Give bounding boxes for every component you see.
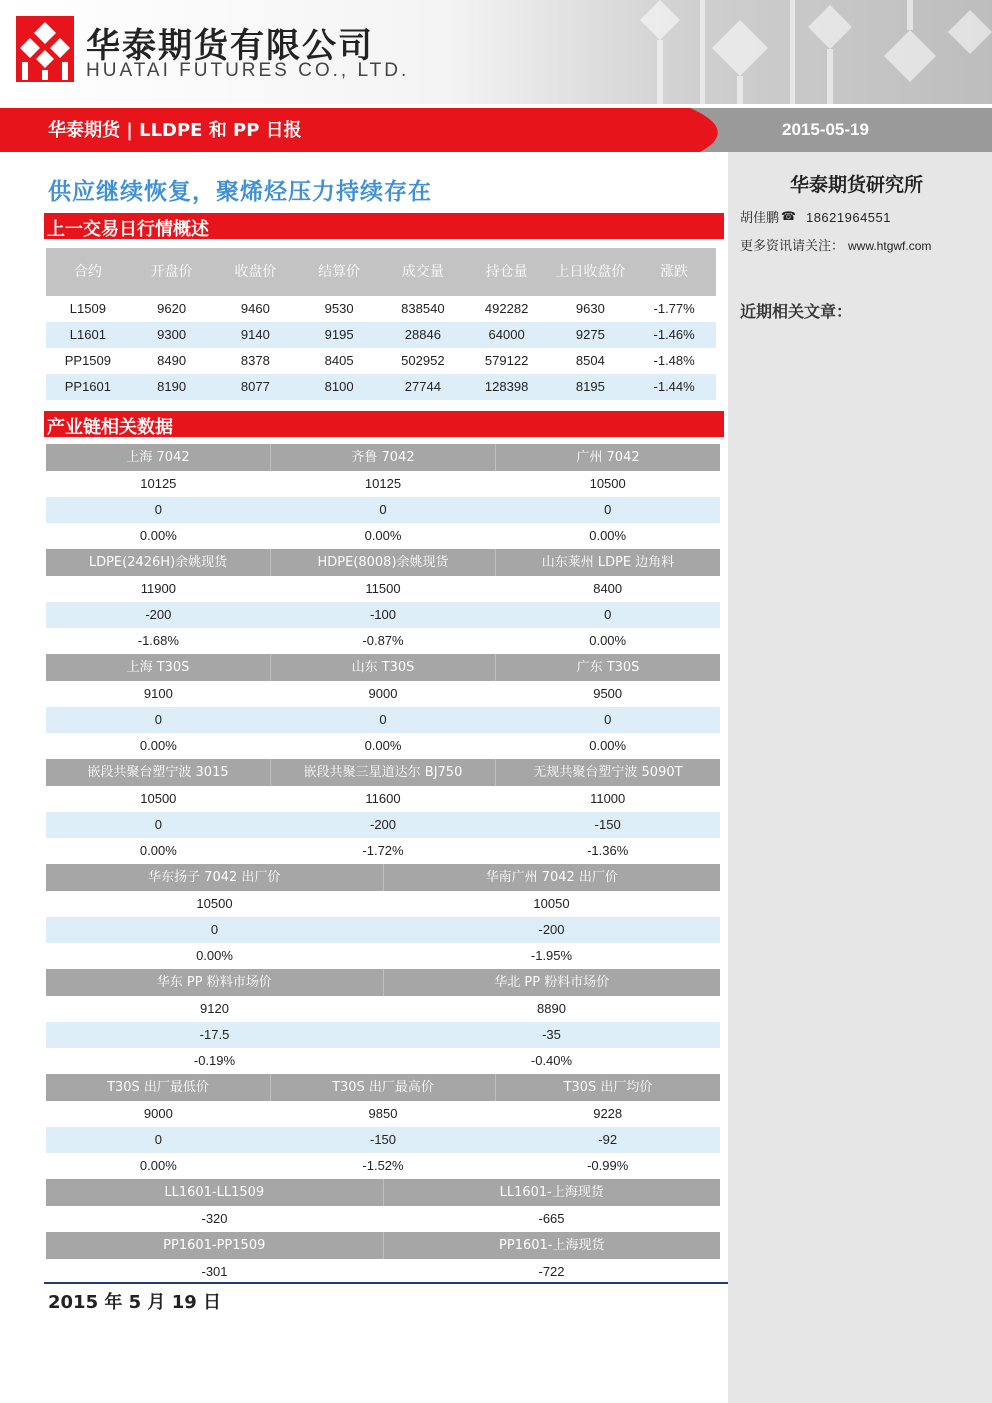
table-cell: 9275: [575, 327, 605, 342]
group-header: 嵌段共聚台塑宁波 3015: [46, 759, 271, 786]
table-cell: 8490: [157, 353, 187, 368]
data-cell: -320: [201, 1211, 228, 1226]
group-header: 广州 7042: [576, 450, 640, 465]
data-row: [46, 1048, 720, 1074]
group-header-row: [46, 969, 720, 996]
table-cell: 8504: [575, 353, 605, 368]
data-cell: 0.00%: [196, 948, 233, 963]
table-cell: 502952: [401, 353, 445, 368]
recent-articles-title: 近期相关文章：: [740, 302, 853, 321]
data-cell: 0: [210, 922, 219, 937]
data-row: [46, 891, 720, 917]
data-row: [46, 996, 720, 1022]
data-cell: -200: [369, 817, 397, 832]
group-header-row: [46, 1179, 720, 1206]
institute-name: 华泰期货研究所: [790, 174, 924, 196]
data-cell: 11000: [590, 791, 626, 806]
data-cell: 11600: [365, 791, 401, 806]
table-row: [46, 296, 716, 322]
phone-icon: ☎: [781, 209, 796, 223]
group-header-row: [46, 549, 720, 576]
data-cell: -301: [201, 1264, 228, 1279]
data-row: [46, 1022, 720, 1048]
data-cell: 8400: [593, 581, 623, 596]
table-cell: 9460: [240, 301, 270, 316]
more-info: [740, 235, 931, 254]
data-cell: -1.36%: [587, 843, 629, 858]
table-cell: 8195: [575, 379, 605, 394]
data-cell: 9228: [593, 1106, 623, 1121]
analyst-name: 胡佳鹏: [740, 211, 780, 226]
data-cell: -0.87%: [362, 633, 404, 648]
table-cell: 579122: [484, 353, 529, 368]
data-row: [46, 733, 720, 759]
table-row: [46, 348, 716, 374]
data-row: [46, 497, 720, 523]
data-cell: 11900: [140, 581, 176, 596]
group-header: T30S 出厂均价: [563, 1080, 653, 1095]
group-header: 华东 PP 粉料市场价: [46, 969, 384, 996]
data-row: [46, 707, 720, 733]
section-title: 上一交易日行情概述: [47, 219, 209, 240]
analyst-phone: 18621964551: [805, 210, 891, 225]
data-cell: 0.00%: [364, 528, 402, 543]
data-cell: -150: [369, 1132, 397, 1147]
more-info-label: 更多资讯请关注：: [740, 239, 845, 254]
section-industry-data: [44, 411, 724, 437]
data-cell: -722: [538, 1264, 565, 1279]
table-cell: 28846: [404, 327, 441, 342]
data-cell: 8890: [537, 1001, 566, 1016]
group-header-row: [46, 864, 720, 891]
table-row: [46, 322, 716, 348]
data-cell: 0.00%: [139, 738, 177, 753]
data-cell: 9000: [143, 1106, 173, 1121]
table-cell: 8100: [324, 379, 354, 394]
footer-date: 2015 年 5 月 19 日: [48, 1292, 222, 1313]
data-cell: -1.52%: [362, 1158, 404, 1173]
group-header-row: [46, 759, 720, 786]
data-row: [46, 681, 720, 707]
group-header: HDPE(8008)余姚现货: [271, 549, 496, 576]
table-cell: PP1509: [64, 353, 111, 368]
market-table: [46, 248, 716, 400]
table-cell: 27744: [404, 379, 441, 394]
group-header: T30S 出厂最低价: [46, 1074, 271, 1101]
table-cell: 8405: [324, 353, 354, 368]
data-row: [46, 602, 720, 628]
data-cell: 10050: [533, 896, 570, 911]
data-cell: 10125: [140, 476, 177, 491]
data-row: [46, 471, 720, 497]
data-cell: 9850: [368, 1106, 398, 1121]
group-header: 齐鲁 7042: [271, 444, 496, 471]
table-cell: 492282: [484, 301, 529, 316]
data-row: [46, 523, 720, 549]
table-cell: 838540: [401, 301, 445, 316]
table-cell: 9195: [324, 327, 354, 342]
data-cell: -0.40%: [530, 1053, 573, 1068]
group-header: 广东 T30S: [576, 660, 640, 675]
data-cell: -0.19%: [193, 1053, 236, 1068]
group-header-row: [46, 1232, 720, 1259]
group-header-row: [46, 444, 720, 471]
group-header: PP1601-PP1509: [46, 1232, 384, 1259]
data-cell: 9120: [200, 1001, 229, 1016]
group-header: LL1601-LL1509: [46, 1179, 384, 1206]
data-cell: 10500: [196, 896, 233, 911]
table-cell: 9140: [240, 327, 270, 342]
table-cell: 9630: [575, 301, 605, 316]
table-cell: 8378: [240, 353, 270, 368]
table-cell: PP1601: [64, 379, 111, 394]
table-cell: 128398: [484, 379, 529, 394]
headline: 供应继续恢复，聚烯烃压力持续存在: [48, 179, 432, 205]
company-name-en: HUATAI FUTURES CO., LTD.: [86, 60, 410, 81]
data-row: [46, 1127, 720, 1153]
group-header: 无规共聚台塑宁波 5090T: [533, 765, 683, 780]
website-link[interactable]: www.htgwf.com: [848, 239, 932, 253]
data-cell: -665: [538, 1211, 565, 1226]
table-cell: 8077: [240, 379, 270, 394]
data-cell: -100: [369, 607, 397, 622]
header-decoration: [600, 0, 992, 104]
report-title: 华泰期货 | LLDPE 和 PP 日报: [48, 120, 302, 141]
company-name-cn: 华泰期货有限公司: [86, 26, 374, 66]
data-row: [46, 1101, 720, 1127]
data-row: [46, 917, 720, 943]
group-header-row: [46, 1074, 720, 1101]
data-cell: -1.72%: [362, 843, 404, 858]
report-date: 2015-05-19: [782, 120, 869, 139]
table-cell: 9530: [324, 301, 354, 316]
analyst-contact: [740, 207, 891, 226]
group-header: 山东 T30S: [271, 654, 496, 681]
data-cell: 0: [604, 502, 612, 517]
data-cell: 0: [154, 712, 162, 727]
column-header: 合约: [73, 264, 102, 280]
group-header: 嵌段共聚三星道达尔 BJ750: [271, 759, 496, 786]
data-cell: 9500: [593, 686, 623, 701]
data-cell: 0: [154, 1132, 162, 1147]
data-row: [46, 786, 720, 812]
column-header: 持仓量: [485, 264, 528, 280]
data-cell: 0.00%: [139, 843, 177, 858]
column-header: 开盘价: [150, 264, 193, 280]
data-cell: 0: [379, 712, 387, 727]
data-cell: 0: [604, 712, 612, 727]
column-header: 结算价: [318, 264, 361, 280]
table-cell: -1.44%: [653, 379, 695, 394]
data-cell: 0.00%: [139, 1158, 177, 1173]
column-header: 收盘价: [234, 264, 277, 280]
table-cell: L1601: [69, 327, 106, 342]
huatai-logo-icon: [16, 16, 74, 82]
data-cell: 10500: [589, 476, 626, 491]
group-header: 华东扬子 7042 出厂价: [46, 864, 384, 891]
data-cell: 9100: [143, 686, 173, 701]
group-header: 华北 PP 粉料市场价: [494, 975, 610, 990]
data-cell: -150: [594, 817, 621, 832]
group-header: T30S 出厂最高价: [271, 1074, 496, 1101]
table-header-row: [46, 248, 716, 296]
table-cell: 64000: [488, 327, 525, 342]
data-cell: -35: [542, 1027, 561, 1042]
data-row: [46, 943, 720, 969]
data-cell: -1.68%: [137, 633, 179, 648]
data-cell: -0.99%: [587, 1158, 629, 1173]
data-row: [46, 838, 720, 864]
data-cell: 0.00%: [589, 633, 627, 648]
data-cell: 0.00%: [139, 528, 177, 543]
table-cell: 8190: [157, 379, 187, 394]
sidebar: [728, 152, 992, 1403]
page-header: [0, 0, 992, 104]
footer-divider: [44, 1282, 728, 1284]
data-row: [46, 1206, 720, 1232]
data-cell: -1.95%: [530, 948, 573, 963]
data-cell: 0: [154, 817, 162, 832]
data-cell: 10500: [140, 791, 177, 806]
section-market-overview: [44, 213, 724, 239]
group-header: 山东莱州 LDPE 边角料: [541, 555, 675, 570]
group-header: 华南广州 7042 出厂价: [485, 870, 618, 885]
data-cell: 0.00%: [589, 528, 627, 543]
data-cell: 0.00%: [589, 738, 627, 753]
table-cell: L1509: [69, 301, 106, 316]
data-row: [46, 628, 720, 654]
data-cell: 0: [604, 607, 612, 622]
group-header-row: [46, 654, 720, 681]
group-header: 上海 7042: [46, 444, 271, 471]
data-cell: -200: [538, 922, 565, 937]
group-header: 上海 T30S: [46, 654, 271, 681]
group-header: LL1601-上海现货: [499, 1185, 604, 1200]
data-row: [46, 1153, 720, 1179]
data-cell: 0.00%: [364, 738, 402, 753]
data-cell: 9000: [368, 686, 398, 701]
table-cell: -1.77%: [653, 301, 695, 316]
industry-table: [46, 444, 720, 1285]
data-cell: 0: [379, 502, 387, 517]
data-cell: 10125: [364, 476, 402, 491]
section-title: 产业链相关数据: [47, 417, 173, 438]
table-cell: -1.48%: [653, 353, 695, 368]
data-cell: -92: [598, 1132, 618, 1147]
table-cell: 9620: [157, 301, 187, 316]
table-cell: -1.46%: [653, 327, 695, 342]
data-cell: -17.5: [199, 1027, 230, 1042]
data-cell: 0: [154, 502, 162, 517]
group-header: PP1601-上海现货: [499, 1238, 605, 1253]
table-cell: 9300: [157, 327, 187, 342]
data-row: [46, 576, 720, 602]
column-header: 上日收盘价: [555, 264, 626, 280]
table-row: [46, 374, 716, 400]
data-cell: -200: [145, 607, 172, 622]
group-header: LDPE(2426H)余姚现货: [46, 549, 271, 576]
data-row: [46, 812, 720, 838]
data-cell: 11500: [365, 581, 401, 596]
column-header: 涨跌: [660, 264, 689, 280]
column-header: 成交量: [401, 264, 444, 280]
